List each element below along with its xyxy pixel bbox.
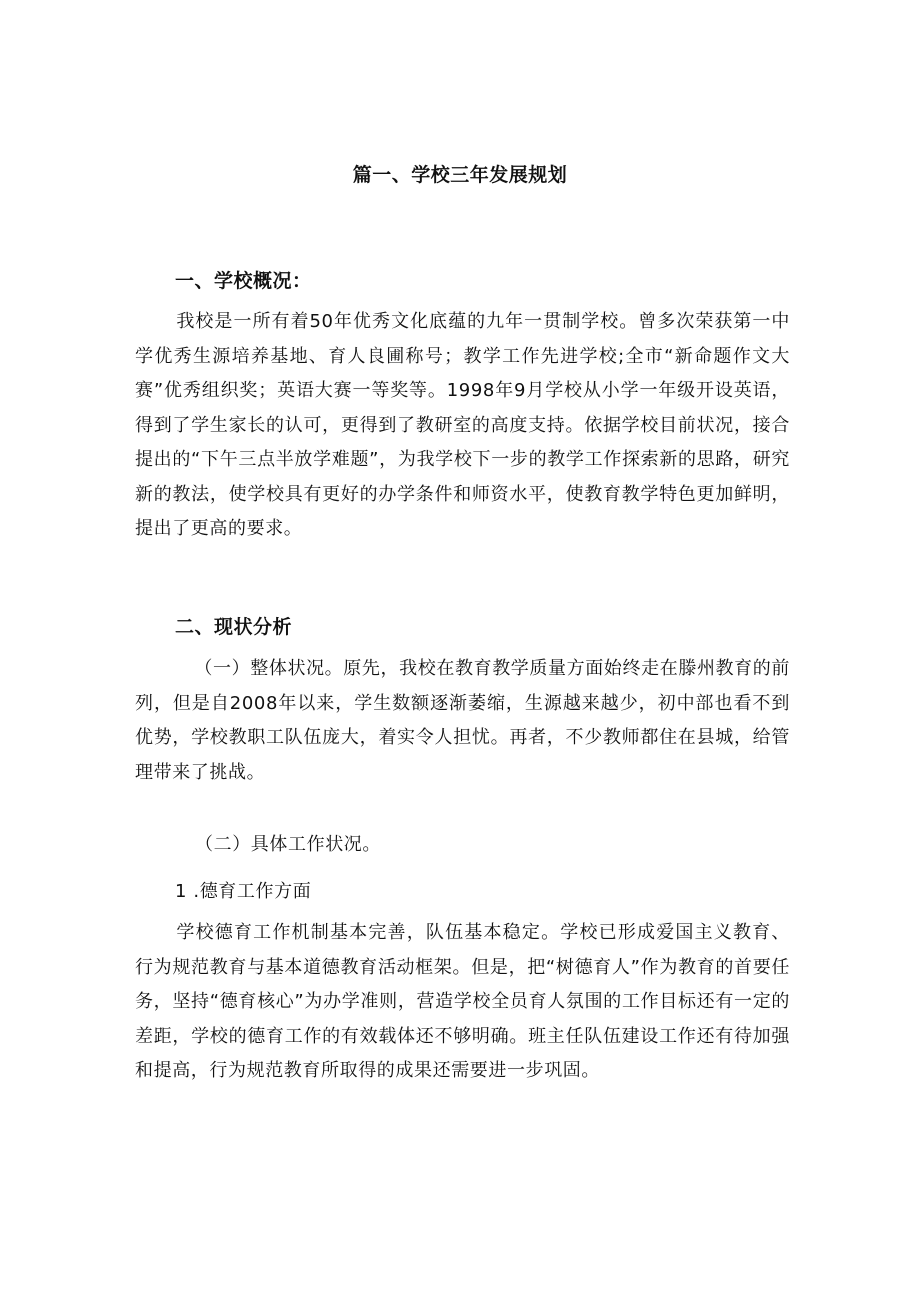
overall-status-paragraph: （一）整体状况。原先，我校在教育教学质量方面始终走在滕州教育的前列，但是自2008年以来，学生数额逐渐萎缩，生源越来越少，初中部也看不到优势，学校教职工队伍庞大，着实令人担忧。再者，不少教师都住在县城，给管理带来了挑战。 xyxy=(135,658,790,783)
overview-paragraph: 我校是一所有着50年优秀文化底蕴的九年一贯制学校。曾多次荣获第一中学优秀生源培养基地、育人良圃称号；教学工作先进学校;全市“新命题作文大赛”优秀组织奖；英语大赛一等奖等。1998年9月学校从小学一年级开设英语，得到了学生家长的认可，更得到了教研室的高度支持。依据学校目前状况，接合提出的“下午三点半放学难题”，为我学校下一步的教学工作探索新的思路，研究新的教法，使学校具有更好的办学条件和师资水平，使教育教学特色更加鲜明，提出了更高的要求。 xyxy=(135,311,790,539)
section-heading-overview: 一、学校概况： xyxy=(175,270,312,292)
moral-education-heading: 1 .德育工作方面 xyxy=(175,881,312,902)
document-title: 篇一、学校三年发展规划 xyxy=(352,164,568,186)
section-heading-status-analysis: 二、现状分析 xyxy=(175,616,293,638)
moral-education-paragraph: 学校德育工作机制基本完善，队伍基本稳定。学校已形成爱国主义教育、行为规范教育与基本道德教育活动框架。但是，把“树德育人”作为教育的首要任务，坚持“德育核心”为办学准则，营造学校全员育人氛围的工作目标还有一定的差距，学校的德育工作的有效载体还不够明确。班主任队伍建设工作还有待加强和提高，行为规范教育所取得的成果还需要进一步巩固。 xyxy=(135,922,790,1081)
specific-status-heading: （二）具体工作状况。 xyxy=(195,834,381,855)
